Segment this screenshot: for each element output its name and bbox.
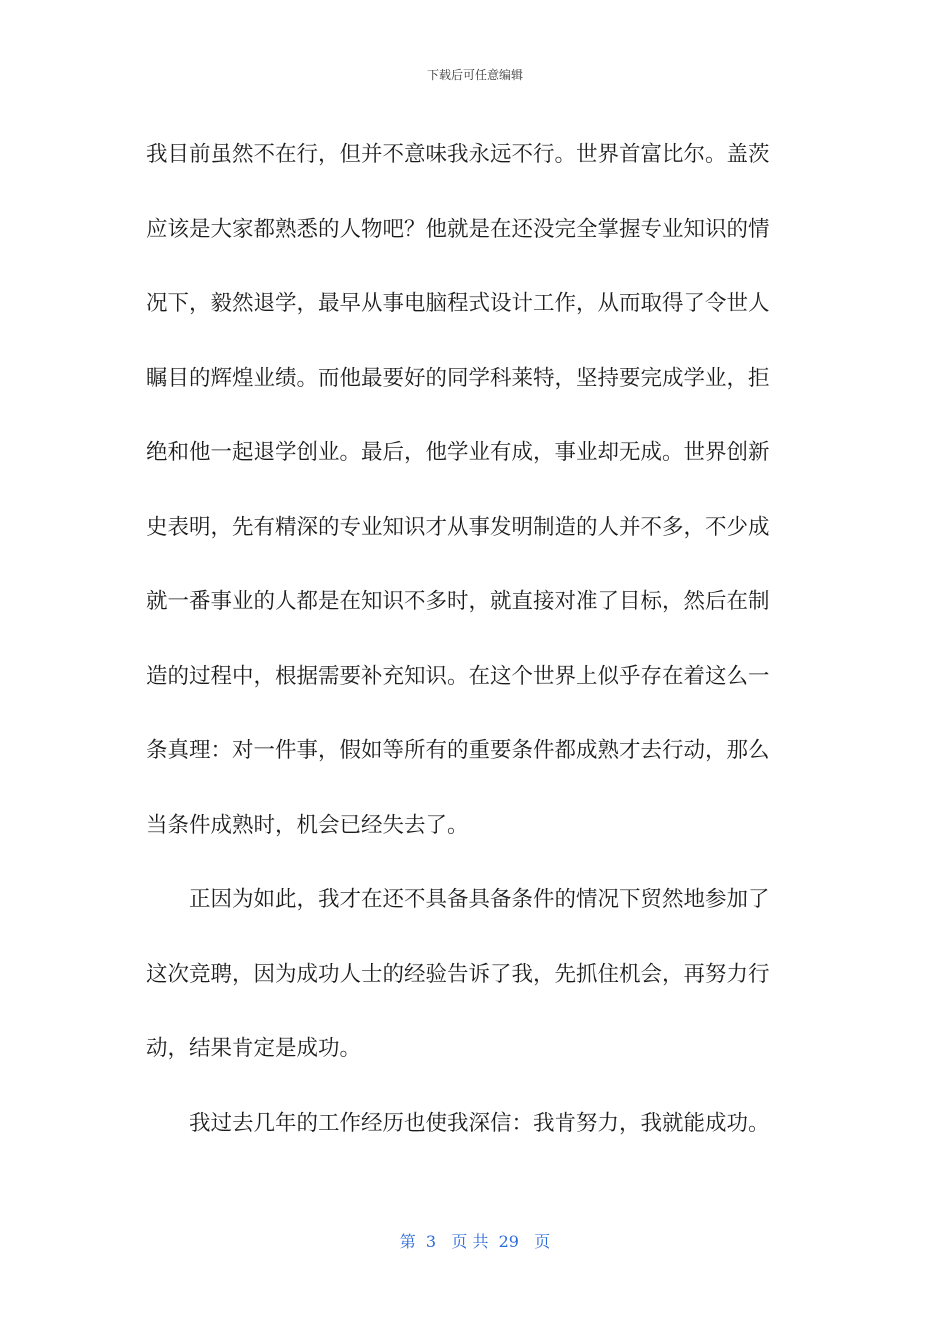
text-line: 我目前虽然不在行，但并不意味我永远不行。世界首富比尔。盖茨 <box>146 142 770 167</box>
text-line: 这次竞聘，因为成功人士的经验告诉了我，先抓住机会，再努力行 <box>146 961 770 987</box>
text-line: 我过去几年的工作经历也使我深信：我肯努力，我就能成功。 <box>189 1110 770 1136</box>
document-body <box>146 118 792 1161</box>
text-line: 应该是大家都熟悉的人物吧？他就是在还没完全掌握专业知识的情 <box>146 216 770 242</box>
text-line: 绝和他一起退学创业。最后，他学业有成，事业却无成。世界创新 <box>146 440 770 465</box>
text-line: 当条件成熟时，机会已经失去了。 <box>146 812 469 838</box>
text-line: 动，结果肯定是成功。 <box>146 1036 362 1061</box>
paragraph-3 <box>146 1087 792 1162</box>
paragraph-2 <box>146 863 792 1087</box>
page-header: 下载后可任意编辑 <box>426 68 523 82</box>
text-line: 条真理：对一件事，假如等所有的重要条件都成熟才去行动，那么 <box>146 738 770 763</box>
text-line: 况下，毅然退学，最早从事电脑程式设计工作，从而取得了令世人 <box>146 291 770 316</box>
text-line: 正因为如此，我才在还不具备具备条件的情况下贸然地参加了 <box>189 887 770 912</box>
paragraph-1 <box>146 118 792 863</box>
text-line: 史表明，先有精深的专业知识才从事发明制造的人并不多，不少成 <box>146 514 770 540</box>
page-footer: 第 3 页 共 29 页 <box>399 1232 551 1251</box>
text-line: 瞩目的辉煌业绩。而他最要好的同学科莱特，坚持要完成学业，拒 <box>146 365 770 391</box>
text-line: 就一番事业的人都是在知识不多时，就直接对准了目标，然后在制 <box>146 589 770 614</box>
text-line: 造的过程中，根据需要补充知识。在这个世界上似乎存在着这么一 <box>146 663 770 689</box>
